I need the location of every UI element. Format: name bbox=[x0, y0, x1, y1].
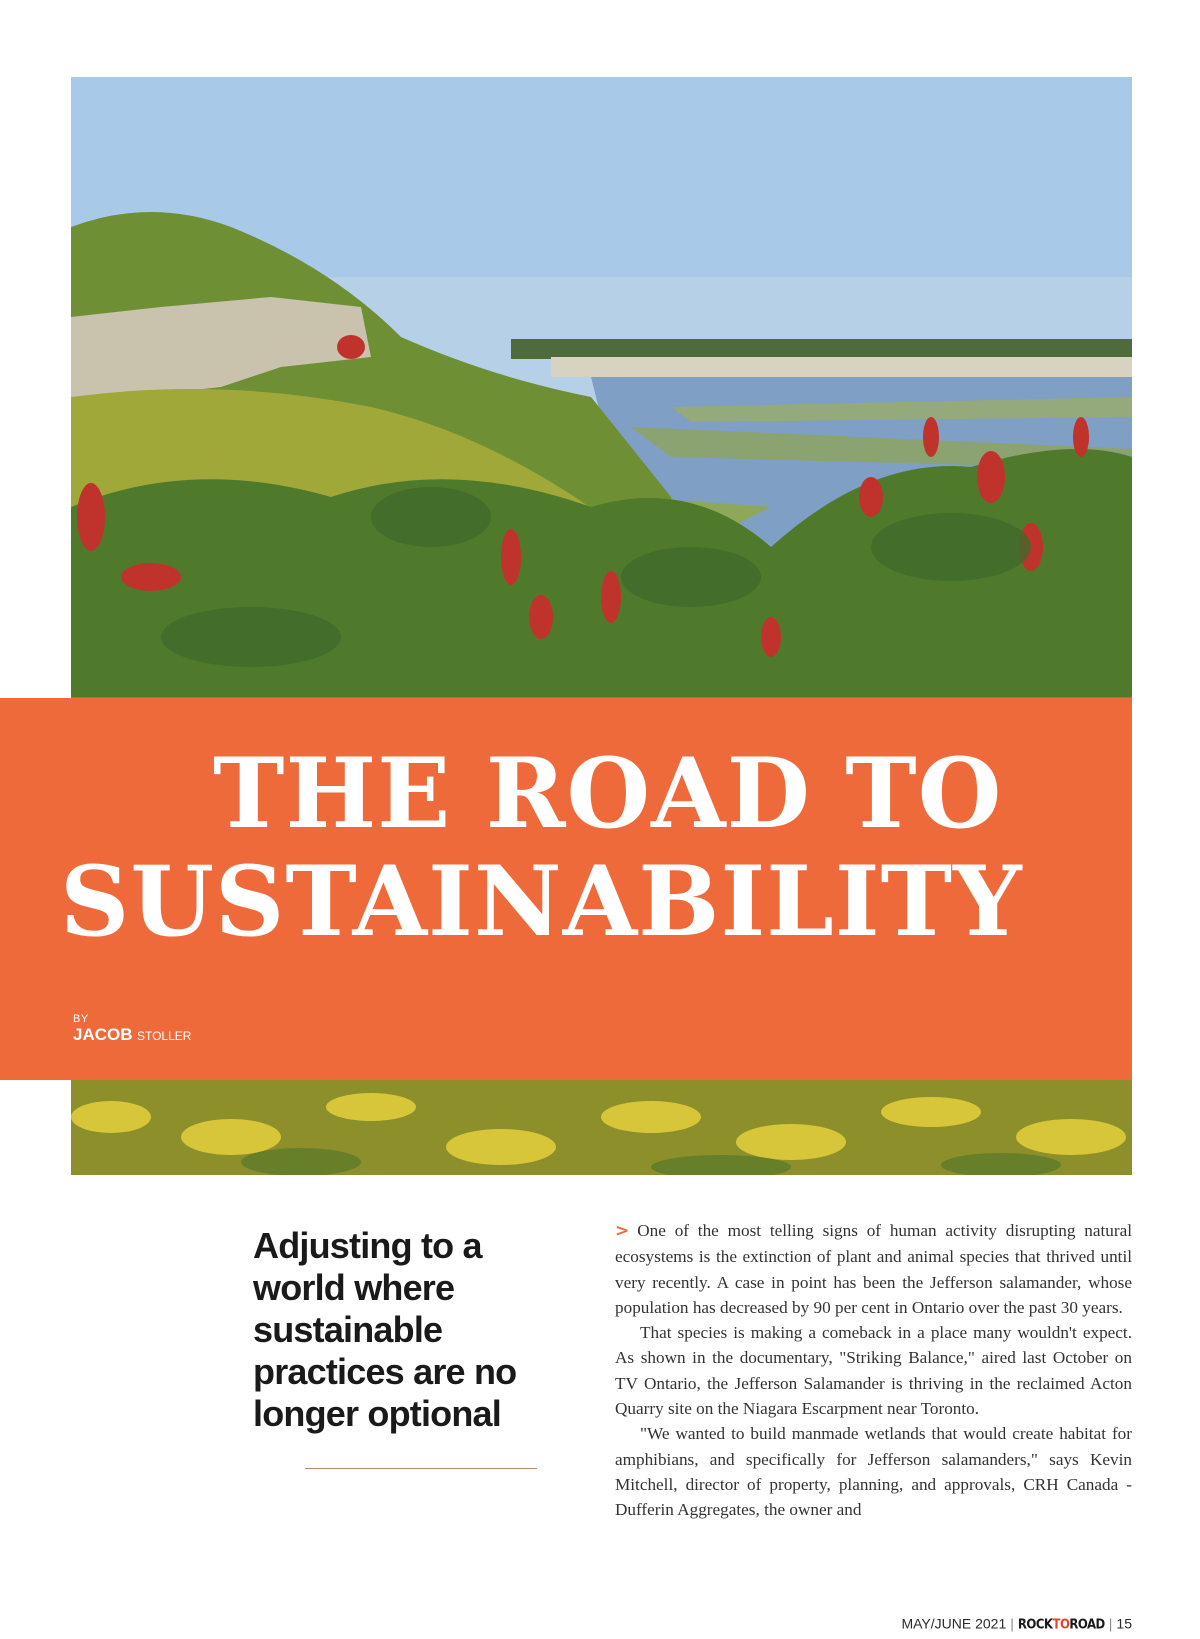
body-paragraph: "We wanted to build manmade wetlands that would create habitat for amphibians, and specifically for Jefferson salamanders," says Kevin Mitchell, director of property, planning, and approvals, CRH Canada - Dufferin Aggregates, the owner and bbox=[615, 1424, 1132, 1520]
author-last-name: STOLLER bbox=[136, 1028, 192, 1043]
article-deck: Adjusting to a world where sustainable practices are no longer optional bbox=[253, 1225, 517, 1434]
body-paragraph: That species is making a comeback in a place many wouldn't expect. As shown in the documentary, "Striking Balance," aired last October on TV Ontario, the Jefferson Salamander is thriving in the reclaimed Acton Quarry site on the Niagara Escarpment near Toronto. bbox=[615, 1323, 1132, 1419]
author-first-name: JACOB bbox=[73, 1024, 133, 1044]
page-number: 15 bbox=[1116, 1615, 1132, 1632]
byline-prefix: BY bbox=[73, 1013, 89, 1025]
magazine-logo: ROCKTOROAD bbox=[1017, 1617, 1105, 1633]
issue-date: MAY/JUNE 2021 bbox=[901, 1615, 1007, 1632]
lead-marker: > bbox=[615, 1221, 630, 1241]
article-title-line-2: SUSTAINABILITY bbox=[60, 845, 1023, 958]
page-footer: MAY/JUNE 2021 | ROCKTOROAD | 15 bbox=[901, 1615, 1132, 1633]
article-body bbox=[615, 1218, 1132, 1523]
body-paragraph bbox=[615, 1218, 1132, 1320]
deck-divider bbox=[305, 1468, 537, 1469]
paragraph-text: One of the most telling signs of human activity disrupting natural ecosystems is the extinction of plant and animal species that thrived until very recently. A case in point has been the Jefferson salamander, whose population has decreased by 90 per cent in Ontario over the past 30 years. bbox=[615, 1221, 1132, 1317]
byline bbox=[73, 1014, 191, 1044]
article-title-line-1: THE ROAD TO bbox=[213, 737, 1003, 850]
title-band bbox=[0, 698, 1132, 1080]
